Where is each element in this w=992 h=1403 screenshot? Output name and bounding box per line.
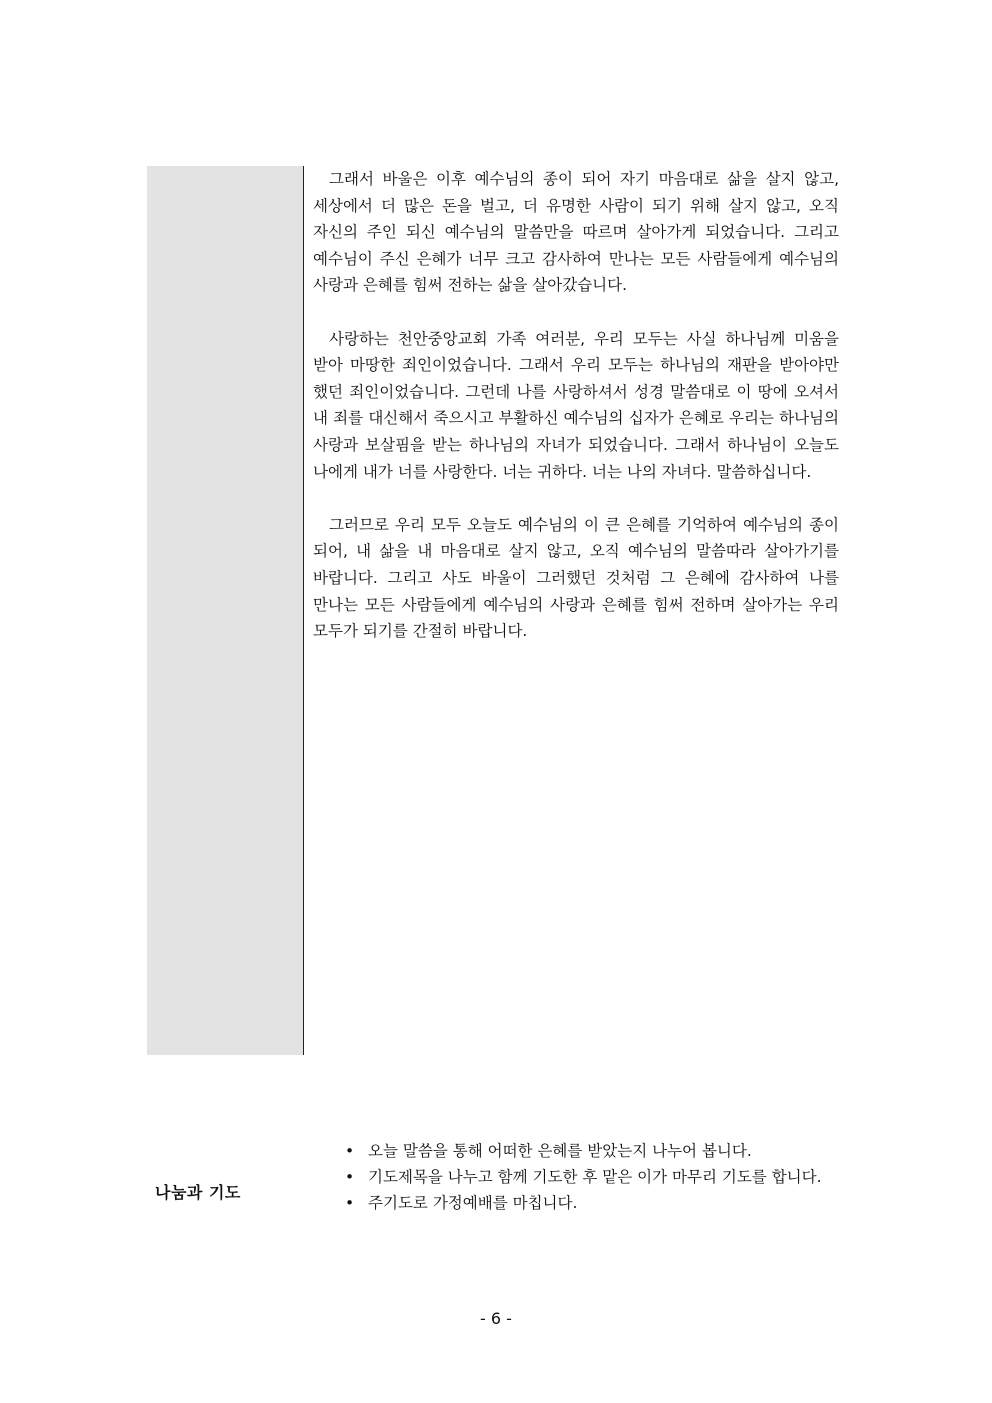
list-item	[345, 1190, 835, 1216]
bullet-icon: •	[345, 1168, 355, 1186]
page-number: - 6 -	[480, 1309, 512, 1328]
list-item-text: 기도제목을 나누고 함께 기도한 후 맡은 이가 마무리 기도를 합니다.	[368, 1168, 822, 1186]
list-item	[345, 1164, 835, 1190]
bullet-icon: •	[345, 1142, 355, 1160]
bullet-icon: •	[345, 1194, 355, 1212]
sidebar-shade	[147, 166, 303, 1055]
list-item	[345, 1138, 835, 1164]
sermon-paragraph-3: 그러므로 우리 모두 오늘도 예수님의 이 큰 은혜를 기억하여 예수님의 종이 되어, 내 삶을 내 마음대로 살지 않고, 오직 예수님의 말씀따라 살아가기를 바랍니다. 그리고 사도 바울이 그러했던 것처럼 그 은혜에 감사하여 나를 만나는 모든 사람들에게 예수님의 사랑과 은혜를 힘써 전하며 살아가는 우리 모두가 되기를 간절히 바랍니다.	[313, 515, 839, 641]
list-item-text: 주기도로 가정예배를 마칩니다.	[368, 1194, 578, 1212]
list-item-text: 오늘 말씀을 통해 어떠한 은혜를 받았는지 나누어 봅니다.	[368, 1142, 752, 1160]
sharing-prayer-list	[345, 1138, 835, 1216]
column-divider	[303, 166, 304, 1055]
sharing-prayer-label: 나눔과 기도	[155, 1183, 241, 1202]
sermon-paragraph-2: 사랑하는 천안중앙교회 가족 여러분, 우리 모두는 사실 하나님께 미움을 받아 마땅한 죄인이었습니다. 그래서 우리 모두는 하나님의 재판을 받아야만 했던 죄인이었습니다. 그런데 나를 사랑하셔서 성경 말씀대로 이 땅에 오셔서 내 죄를 대신해서 죽으시고 부활하신 예수님의 십자가 은혜로 우리는 하나님의 사랑과 보살핌을 받는 하나님의 자녀가 되었습니다. 그래서 하나님이 오늘도 나에게 내가 너를 사랑한다. 너는 귀하다. 너는 나의 자녀다. 말씀하십니다.	[313, 329, 839, 481]
sermon-body	[313, 166, 839, 671]
sermon-paragraph-1: 그래서 바울은 이후 예수님의 종이 되어 자기 마음대로 삶을 살지 않고, 세상에서 더 많은 돈을 벌고, 더 유명한 사람이 되기 위해 살지 않고, 오직 자신의 주인 되신 예수님의 말씀만을 따르며 살아가게 되었습니다. 그리고 예수님이 주신 은혜가 너무 크고 감사하여 만나는 모든 사람들에게 예수님의 사랑과 은혜를 힘써 전하는 삶을 살아갔습니다.	[313, 170, 839, 295]
